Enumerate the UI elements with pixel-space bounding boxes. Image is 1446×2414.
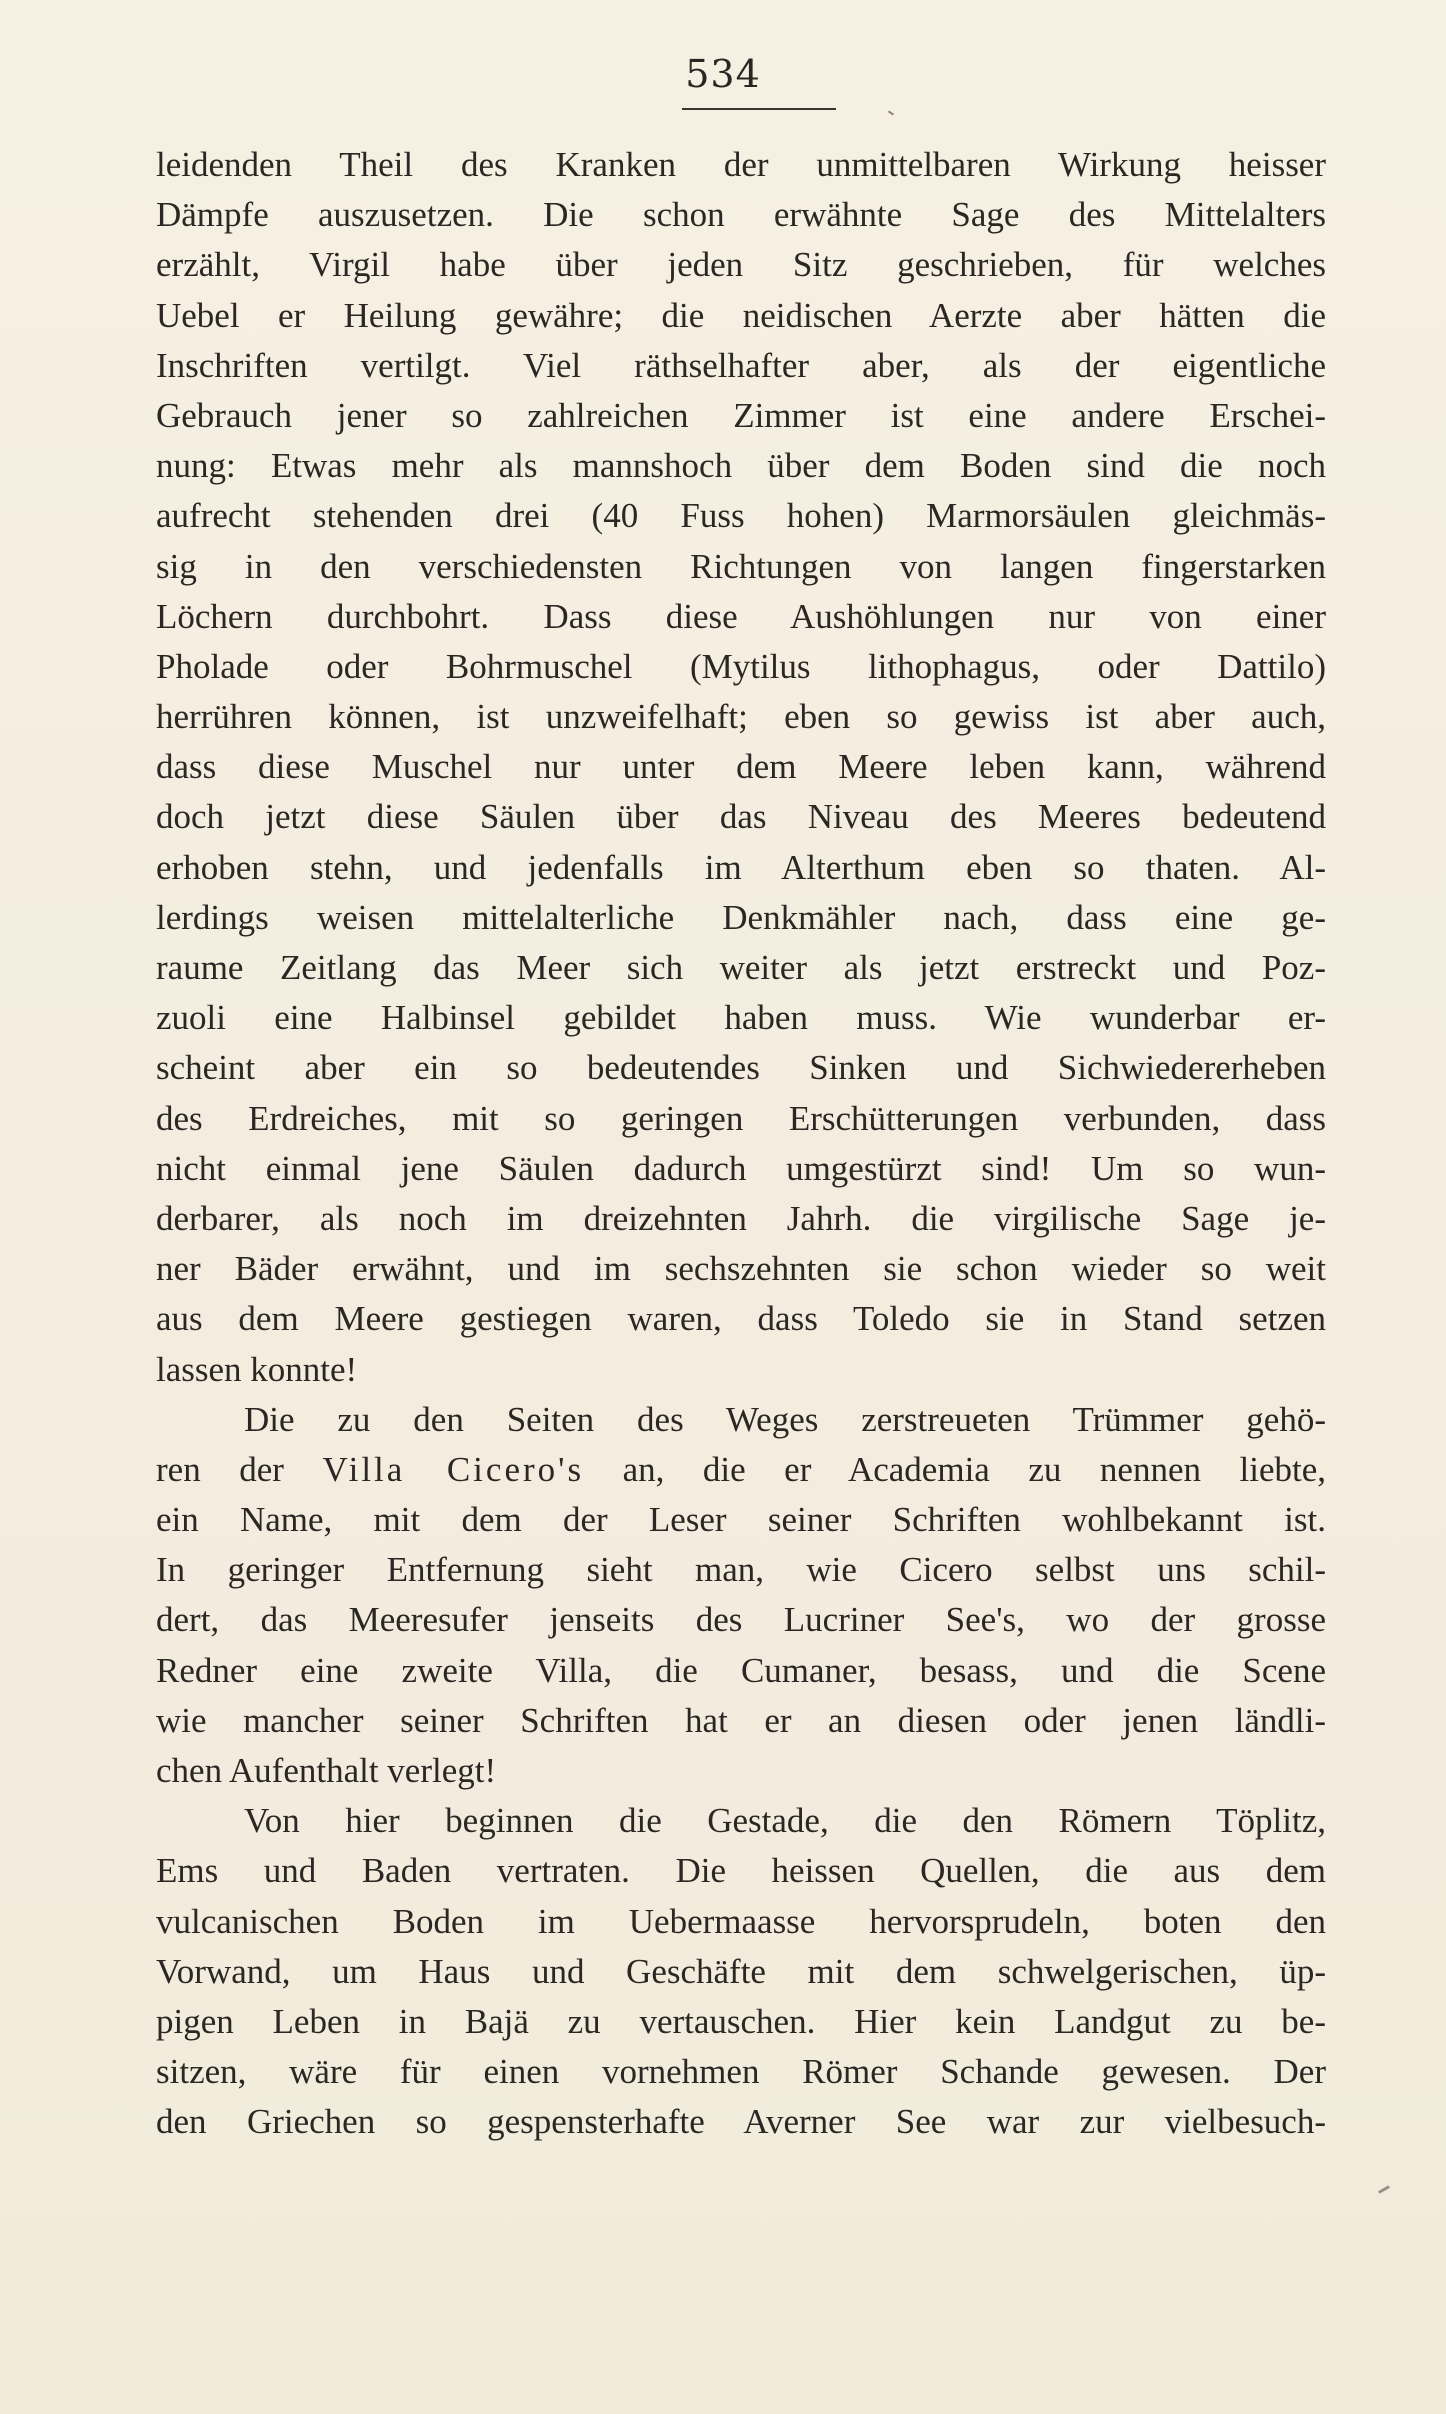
text-line: scheint aber ein so bedeutendes Sinken und Sichwiedererheben bbox=[156, 1048, 1326, 1088]
text-line: sitzen, wäre für einen vornehmen Römer Schande gewesen. Der bbox=[156, 2052, 1326, 2092]
text-line: sig in den verschiedensten Richtungen von langen fingerstarken bbox=[156, 546, 1326, 586]
text-fragment: an, die er Academia zu nennen liebte, bbox=[622, 1449, 1326, 1489]
print-mark bbox=[888, 110, 894, 115]
text-line: nung: Etwas mehr als mannshoch über dem Boden sind die noch bbox=[156, 446, 1326, 486]
text-line: aufrecht stehenden drei (40 Fuss hohen) Marmorsäulen gleichmäs- bbox=[156, 496, 1326, 536]
text-line: ein Name, mit dem der Leser seiner Schriften wohlbekannt ist. bbox=[156, 1500, 1326, 1540]
header-rule bbox=[682, 108, 836, 110]
text-line: Inschriften vertilgt. Viel räthselhafter aber, als der eigentliche bbox=[156, 345, 1326, 385]
text-line: herrühren können, ist unzweifelhaft; eben so gewiss ist aber auch, bbox=[156, 697, 1326, 737]
text-line: wie mancher seiner Schriften hat er an diesen oder jenen ländli- bbox=[156, 1700, 1326, 1740]
text-line: Vorwand, um Haus und Geschäfte mit dem schwelgerischen, üp- bbox=[156, 1951, 1326, 1991]
text-line: Uebel er Heilung gewähre; die neidischen Aerzte aber hätten die bbox=[156, 295, 1326, 335]
text-line: Gebrauch jener so zahlreichen Zimmer ist eine andere Erschei- bbox=[156, 395, 1326, 435]
text-line: den Griechen so gespensterhafte Averner See war zur vielbesuch- bbox=[156, 2102, 1326, 2142]
text-line: leidenden Theil des Kranken der unmittelbaren Wirkung heisser bbox=[156, 145, 1326, 184]
text-line: Löchern durchbohrt. Dass diese Aushöhlungen nur von einer bbox=[156, 596, 1326, 636]
spaced-name: Villa Cicero's bbox=[322, 1449, 585, 1489]
text-line: aus dem Meere gestiegen waren, dass Toledo sie in Stand setzen bbox=[156, 1299, 1326, 1339]
paragraph-start-line: Die zu den Seiten des Weges zerstreueten Trümmer gehö- bbox=[244, 1399, 1326, 1439]
paragraph-end-line: chen Aufenthalt verlegt! bbox=[156, 1751, 497, 1790]
text-line: dass diese Muschel nur unter dem Meere leben kann, während bbox=[156, 747, 1326, 787]
page-body bbox=[156, 140, 1326, 2148]
text-line: raume Zeitlang das Meer sich weiter als jetzt erstreckt und Poz- bbox=[156, 948, 1326, 987]
print-mark bbox=[1378, 2185, 1390, 2194]
text-line: lerdings weisen mittelalterliche Denkmähler nach, dass eine ge- bbox=[156, 897, 1326, 937]
text-line: In geringer Entfernung sieht man, wie Cicero selbst uns schil- bbox=[156, 1550, 1326, 1590]
text-line: Pholade oder Bohrmuschel (Mytilus lithophagus, oder Dattilo) bbox=[156, 646, 1326, 686]
text-line: ner Bäder erwähnt, und im sechszehnten sie schon wieder so weit bbox=[156, 1249, 1326, 1289]
text-line: des Erdreiches, mit so geringen Erschütterungen verbunden, dass bbox=[156, 1098, 1326, 1138]
text-line: doch jetzt diese Säulen über das Niveau des Meeres bedeutend bbox=[156, 797, 1326, 837]
text-line: erhoben stehn, und jedenfalls im Alterthum eben so thaten. Al- bbox=[156, 847, 1326, 887]
text-line: erzählt, Virgil habe über jeden Sitz geschrieben, für welches bbox=[156, 245, 1326, 285]
page-number: 534 bbox=[685, 52, 761, 96]
text-line: Redner eine zweite Villa, die Cumaner, besass, und die Scene bbox=[156, 1650, 1326, 1690]
text-line: derbarer, als noch im dreizehnten Jahrh. die virgilische Sage je- bbox=[156, 1198, 1326, 1238]
text-line: Dämpfe auszusetzen. Die schon erwähnte Sage des Mittelalters bbox=[156, 195, 1326, 235]
text-line: pigen Leben in Bajä zu vertauschen. Hier kein Landgut zu be- bbox=[156, 2001, 1326, 2041]
text-line: vulcanischen Boden im Uebermaasse hervorsprudeln, boten den bbox=[156, 1901, 1326, 1941]
text-line: dert, das Meeresufer jenseits des Lucriner See's, wo der grosse bbox=[156, 1600, 1326, 1640]
text-line: nicht einmal jene Säulen dadurch umgestürzt sind! Um so wun- bbox=[156, 1148, 1326, 1188]
text-line: Ems und Baden vertraten. Die heissen Quellen, die aus dem bbox=[156, 1851, 1326, 1891]
text-line: zuoli eine Halbinsel gebildet haben muss. Wie wunderbar er- bbox=[156, 998, 1326, 1038]
paragraph-end-line: lassen konnte! bbox=[156, 1349, 358, 1389]
paragraph-start-line: Von hier beginnen die Gestade, die den Römern Töplitz, bbox=[244, 1801, 1326, 1841]
text-fragment: ren der bbox=[156, 1449, 284, 1489]
text-line-villa bbox=[156, 1445, 1326, 1495]
